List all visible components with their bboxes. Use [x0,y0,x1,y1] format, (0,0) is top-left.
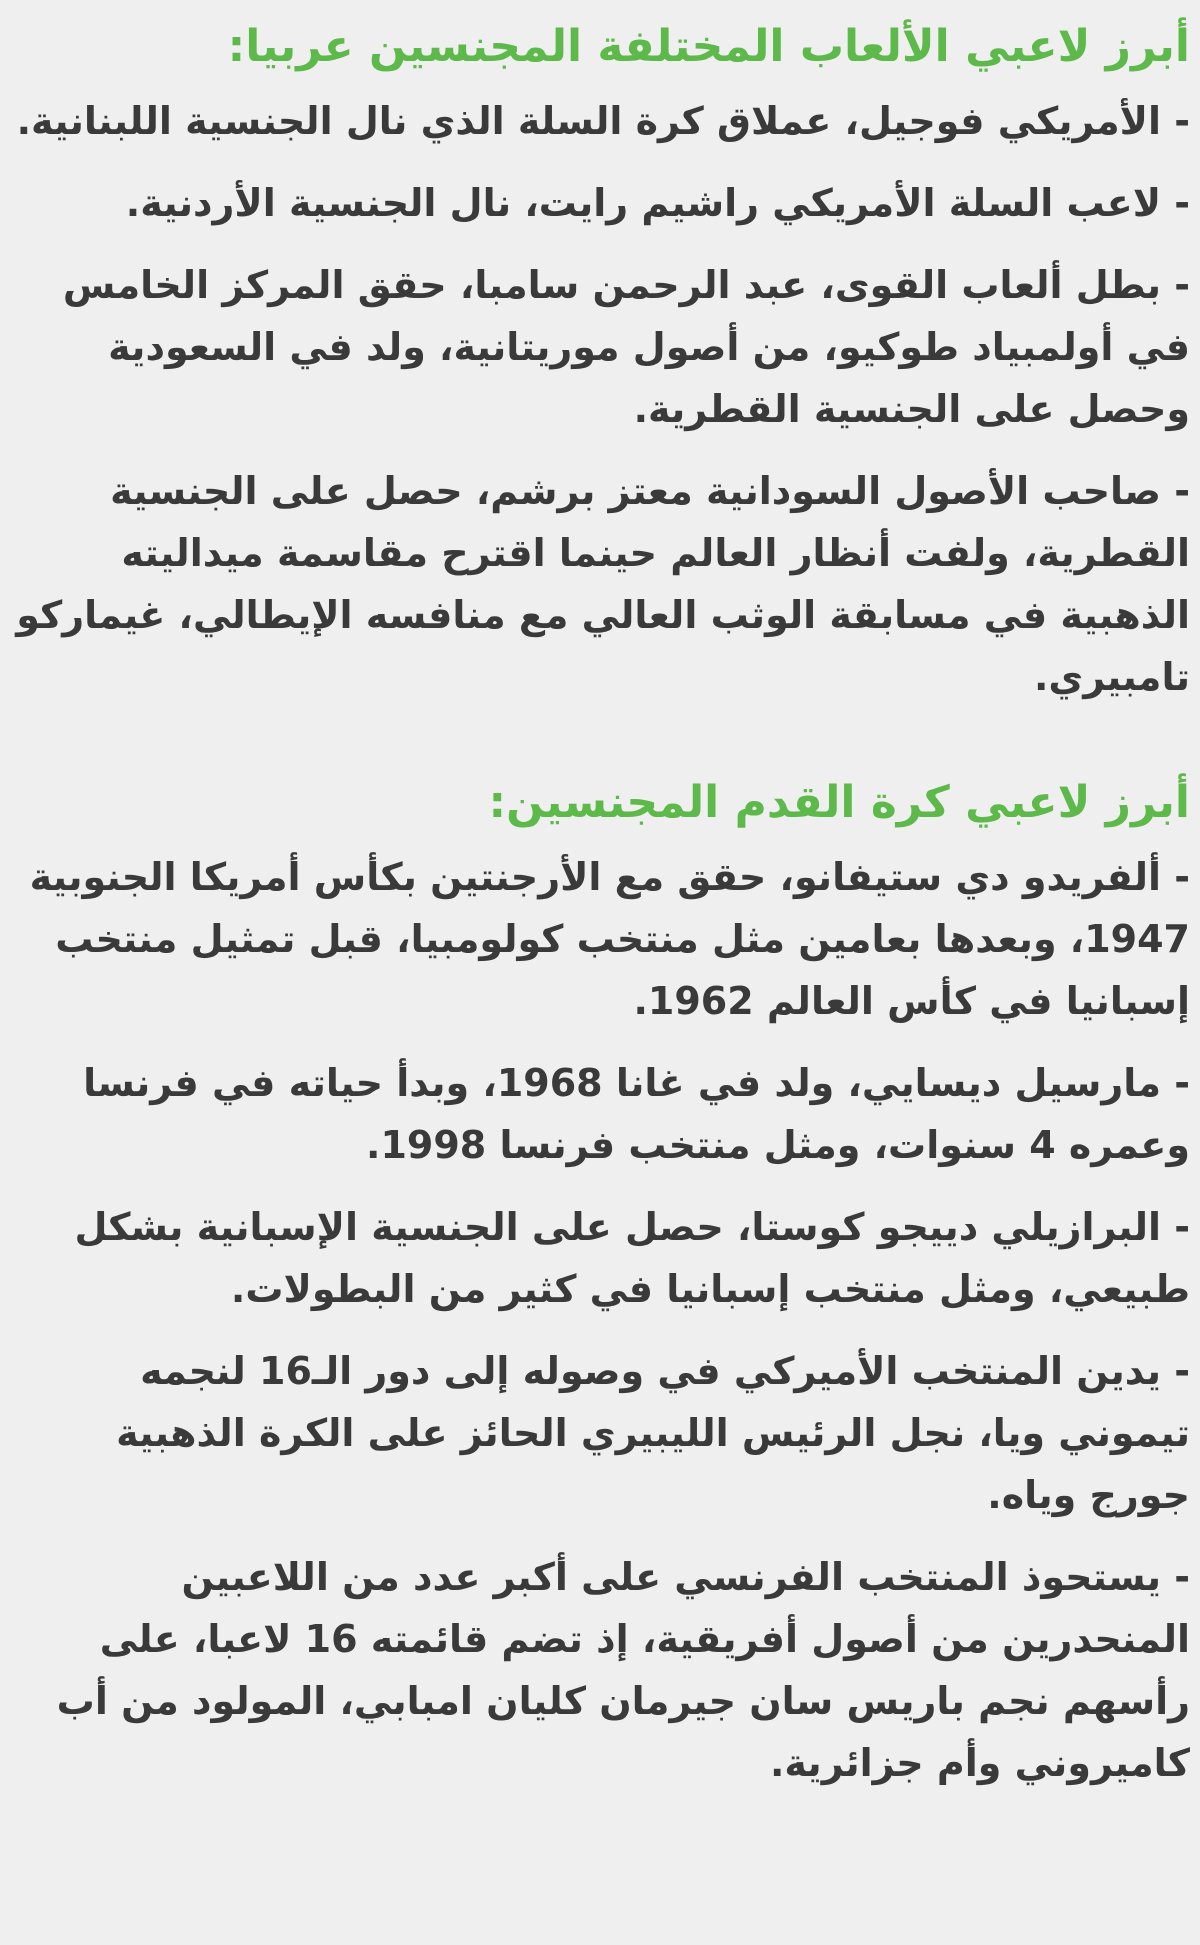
list-item: - يستحوذ المنتخب الفرنسي على أكبر عدد من اللاعبين المنحدرين من أصول أفريقية، إذ تضم قائمته 16 لاعبا، على رأسهم نجم باريس سان جيرمان كليان امبابي، المولود من أب كاميروني وأم جزائرية. [56,1555,1190,1785]
section-title: أبرز لاعبي الألعاب المختلفة المجنسين عربيا: [227,21,1190,72]
list-item: - ألفريدو دي ستيفانو، حقق مع الأرجنتين بكأس أمريكا الجنوبية 1947، وبعدها بعامين مثل منتخب كولومبيا، قبل تمثيل منتخب إسبانيا في كأس العالم 1962. [29,855,1190,1023]
athletes-list [6,90,1190,708]
section-arab-naturalized-athletes [6,14,1190,708]
list-item: - الأمريكي فوجيل، عملاق كرة السلة الذي نال الجنسية اللبنانية. [16,99,1190,143]
list-item: - لاعب السلة الأمريكي راشيم رايت، نال الجنسية الأردنية. [125,181,1190,225]
section-title: أبرز لاعبي كرة القدم المجنسين: [488,777,1190,828]
section-naturalized-football-players [6,770,1190,1794]
list-item: - البرازيلي دييجو كوستا، حصل على الجنسية الإسبانية بشكل طبيعي، ومثل منتخب إسبانيا في كثير من البطولات. [74,1205,1190,1311]
list-item: - يدين المنتخب الأميركي في وصوله إلى دور الـ16 لنجمه تيموني ويا، نجل الرئيس الليبيري الحائز على الكرة الذهبية جورج وياه. [116,1349,1190,1517]
football-players-list [6,846,1190,1794]
list-item: - مارسيل ديسايي، ولد في غانا 1968، وبدأ حياته في فرنسا وعمره 4 سنوات، ومثل منتخب فرنسا 1998. [83,1061,1190,1167]
list-item: - صاحب الأصول السودانية معتز برشم، حصل على الجنسية القطرية، ولفت أنظار العالم حينما اقترح مقاسمة ميداليته الذهبية في مسابقة الوثب العالي مع منافسه الإيطالي، غيماركو تامبيري. [16,469,1190,699]
list-item: - بطل ألعاب القوى، عبد الرحمن سامبا، حقق المركز الخامس في أولمبياد طوكيو، من أصول موريتانية، ولد في السعودية وحصل على الجنسية القطرية. [62,263,1190,431]
